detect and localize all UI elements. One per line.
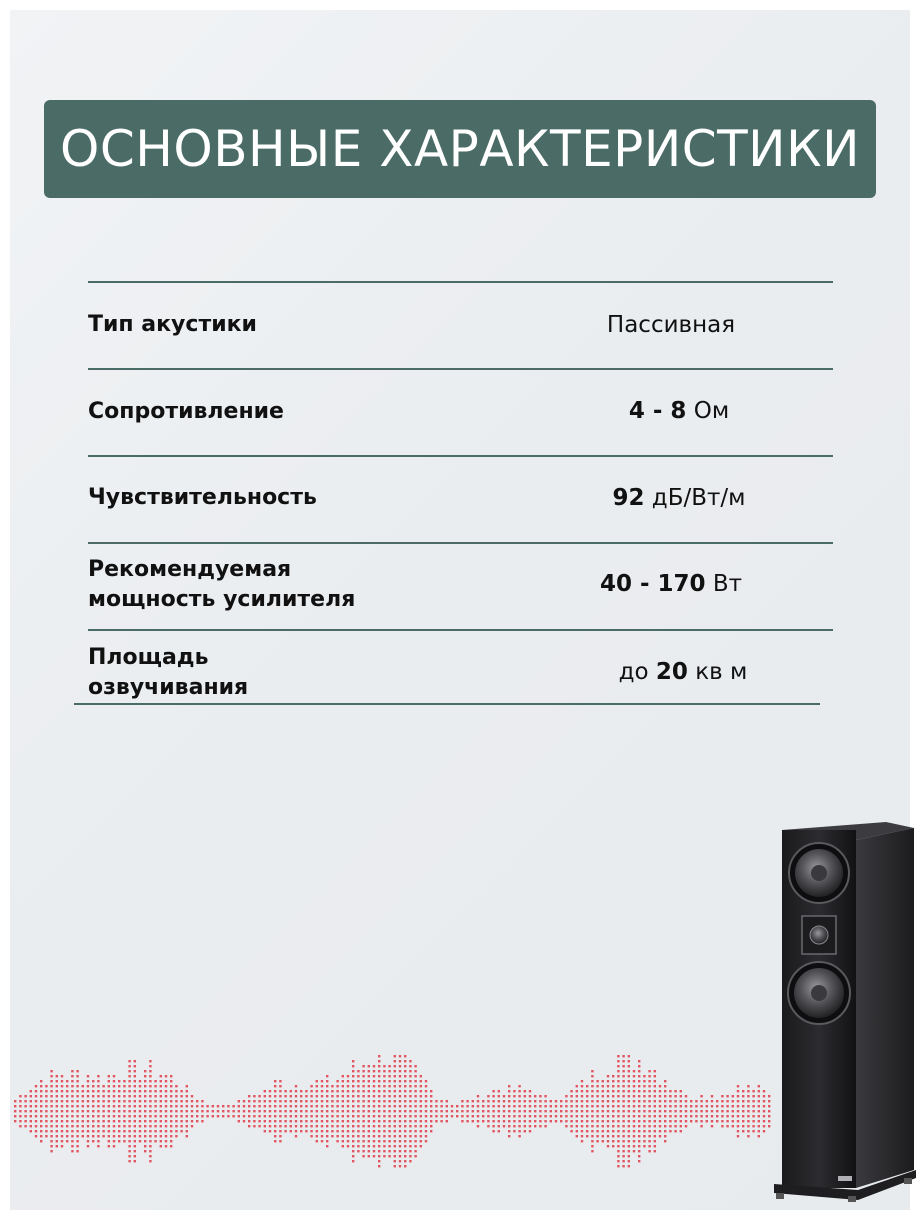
spec-label-area: Площадь озвучивания <box>88 645 249 700</box>
page-title: ОСНОВНЫЕ ХАРАКТЕРИСТИКИ <box>60 120 860 178</box>
spec-value-unit: Ом <box>686 398 730 424</box>
divider-line <box>88 455 833 457</box>
divider-line <box>88 368 833 370</box>
spec-value-unit: кв м <box>687 659 748 685</box>
spec-value-number: 92 <box>612 485 645 511</box>
spec-value-prefix: до <box>618 659 656 685</box>
spec-label-type: Тип акустики <box>88 312 257 337</box>
spec-value-area <box>533 659 833 685</box>
spec-value-impedance <box>529 398 829 424</box>
spec-value-number: 20 <box>655 659 688 685</box>
divider-line <box>88 542 833 544</box>
spec-label-impedance: Сопротивление <box>88 399 284 424</box>
divider-line <box>88 629 833 631</box>
spec-label-amp-power: Рекомендуемая мощность усилителя <box>88 557 356 612</box>
spec-value-unit: дБ/Вт/м <box>644 485 746 511</box>
floorstanding-speaker-icon <box>768 818 918 1203</box>
spec-value-amp-power <box>521 571 821 597</box>
spec-value-unit: Вт <box>705 571 743 597</box>
spec-value-unit: Пассивная <box>606 312 736 338</box>
spec-value-sensitivity <box>529 485 829 511</box>
spec-value-number: 40 - 170 <box>599 571 706 597</box>
spec-label-sensitivity: Чувствительность <box>88 485 317 510</box>
spec-value-number: 4 - 8 <box>628 398 687 424</box>
divider-line <box>74 703 820 705</box>
divider-line <box>88 281 833 283</box>
spec-value-type <box>521 312 821 338</box>
